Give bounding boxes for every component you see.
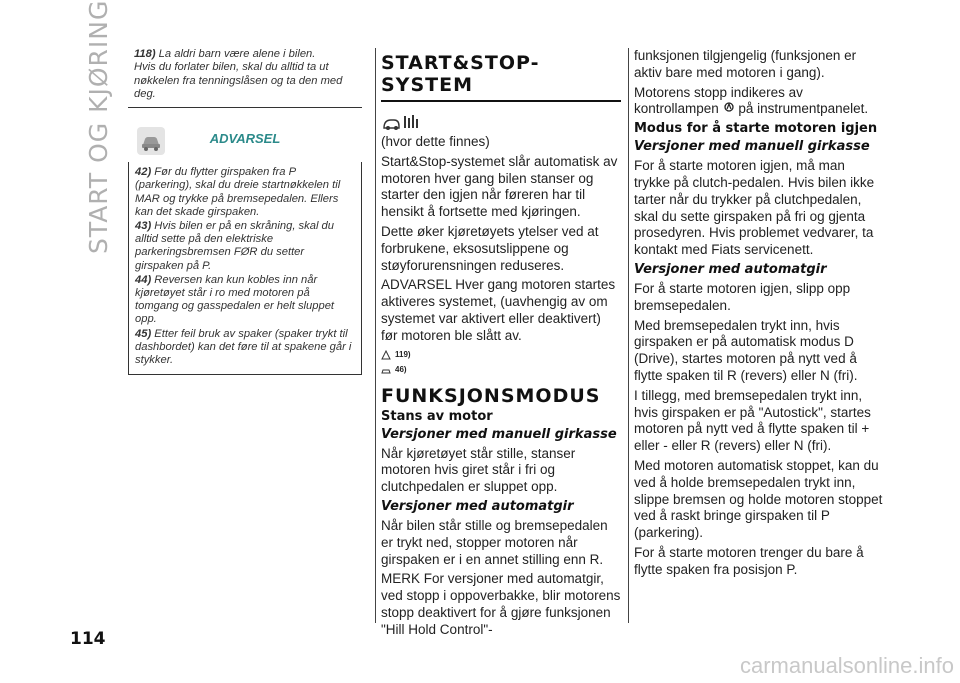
middle-column: [381, 48, 621, 642]
chapter-side-title: START OG KJØRING: [84, 0, 113, 254]
warning-box: [128, 162, 362, 375]
warning-item-number: 43): [135, 220, 152, 232]
warning-title: ADVARSEL: [209, 131, 281, 147]
warning-item: [135, 220, 355, 273]
paragraph: Med bremsepedalen trykt inn, hvis girspaken er på automatisk modus D (Drive), startes motoren på nytt ved å flytte spaken til R (revers) eller N (fri).: [634, 317, 858, 383]
paragraph: funksjonen tilgjengelig (funksjonen er aktiv bare med motoren i gang).: [634, 48, 857, 80]
warning-item-number: 42): [135, 166, 152, 179]
note-text-1: La aldri barn være alene i bilen.: [158, 48, 316, 60]
paragraph: For å starte motoren igjen, må man trykke på clutch-pedalen. Hvis bilen ikke tarter når du trykker på clutchpedalen, skal du sette girspaken på fri og gjenta prosedyren. Hvis problemet vedvarer, ta kontakt med Fiats servicenett.: [634, 158, 875, 258]
note-number: 118): [134, 48, 156, 60]
warning-item-text: Etter feil bruk av spaker (spaker trykt til dashbordet) kan det føre til at spakene går i stykker.: [135, 327, 352, 367]
paragraph: ADVARSEL Hver gang motoren startes aktiveres systemet, (uavhengig av om systemet var aktivert eller deaktivert) før motoren ble slått av.: [381, 277, 616, 343]
start-stop-lamp-icon: [723, 102, 735, 113]
warning-header: [128, 122, 362, 162]
subheading-italic: Versjoner med automatgir: [381, 498, 574, 514]
reference-number: 119): [395, 350, 411, 360]
warning-triangle-icon: [381, 350, 391, 360]
warning-item: [135, 328, 355, 368]
warning-item-number: 44): [135, 273, 152, 286]
reference-number: 46): [395, 365, 407, 375]
reference-46: [381, 363, 621, 377]
warning-item: [135, 274, 355, 327]
note-text-2: Hvis du forlater bilen, skal du alltid ta ut nøkkelen fra tenningslåsen og ta den med deg.: [134, 61, 343, 100]
subheading-italic: Versjoner med manuell girkasse: [381, 426, 617, 442]
paragraph: Når kjøretøyet står stille, stanser motoren hvis giret står i fri og clutchpedalen er sluppet opp.: [381, 445, 576, 495]
warning-item-text: Før du flytter girspaken fra P (parkering), skal du dreie startnøkkelen til MAR og trykke på bremsepedalen. Ellers kan det skade girspaken.: [135, 166, 341, 218]
paragraph: I tillegg, med bremsepedalen trykt inn, hvis girspaken er på "Autostick", startes motoren på nytt ved å flytte spaken til + eller - eller R (revers) eller N (fri).: [634, 387, 871, 454]
right-column: [634, 48, 884, 582]
paragraph: For å starte motoren trenger du bare å flytte spaken fra posisjon P.: [634, 544, 864, 577]
warning-item-text: Reversen kan kun kobles inn når kjøretøyet står i ro med motoren på tomgang og gasspedalen er helt sluppet opp.: [135, 273, 335, 326]
watermark: carmanualsonline.info: [739, 653, 954, 678]
paragraph: MERK For versjoner med automatgir, ved stopp i oppoverbakke, blir motorens stopp deaktivert for å gjøre funksjonen "Hill Hold Control"-: [381, 571, 621, 637]
subheading: Stans av motor: [381, 408, 493, 424]
subheading: Modus for å starte motoren igjen: [634, 121, 878, 137]
column-divider: [628, 48, 629, 623]
left-column: [128, 48, 362, 375]
start-stop-icon: [381, 112, 425, 132]
availability-caption: (hvor dette finnes): [381, 134, 490, 149]
warning-item: [135, 166, 355, 219]
car-caution-icon: [381, 365, 391, 375]
section-heading-mode: FUNKSJONSMODUS: [381, 384, 601, 407]
child-safety-note: [128, 48, 362, 108]
paragraph: Start&Stop-systemet slår automatisk av motoren hver gang bilen stanser og starter den igjen når føreren har til hensikt å fortsette med kjøringen.: [381, 153, 618, 220]
feature-icons: [381, 112, 621, 132]
paragraph: For å starte motoren igjen, slipp opp bremsepedalen.: [634, 280, 851, 313]
column-divider: [375, 48, 376, 623]
subheading-italic: Versjoner med automatgir: [634, 261, 827, 277]
text: Motorens stopp indikeres av kontrollampen: [634, 84, 803, 117]
reference-119: [381, 348, 621, 362]
subheading-italic: Versjoner med manuell girkasse: [634, 139, 870, 155]
text: på instrumentpanelet.: [738, 101, 869, 117]
paragraph: Når bilen står stille og bremsepedalen er trykt ned, stopper motoren når girspaken er i en annet stilling enn R.: [381, 517, 608, 567]
section-heading-start-stop: START&STOP-SYSTEM: [381, 52, 621, 102]
warning-item-text: Hvis bilen er på en skråning, skal du alltid sette på den elektriske parkeringsbremsen FØR du setter girspaken på P.: [135, 220, 334, 272]
paragraph: Dette øker kjøretøyets ytelser ved at forbrukene, eksosutslippene og støyforurensningen reduseres.: [381, 223, 599, 273]
warning-item-number: 45): [135, 327, 152, 340]
page-number: 114: [70, 629, 106, 649]
paragraph: [634, 85, 884, 119]
paragraph: Med motoren automatisk stoppet, kan du ved å holde bremsepedalen trykt inn, slippe bremsen og holde motoren stoppet ved å raskt bringe girspaken til P (parkering).: [634, 457, 883, 541]
